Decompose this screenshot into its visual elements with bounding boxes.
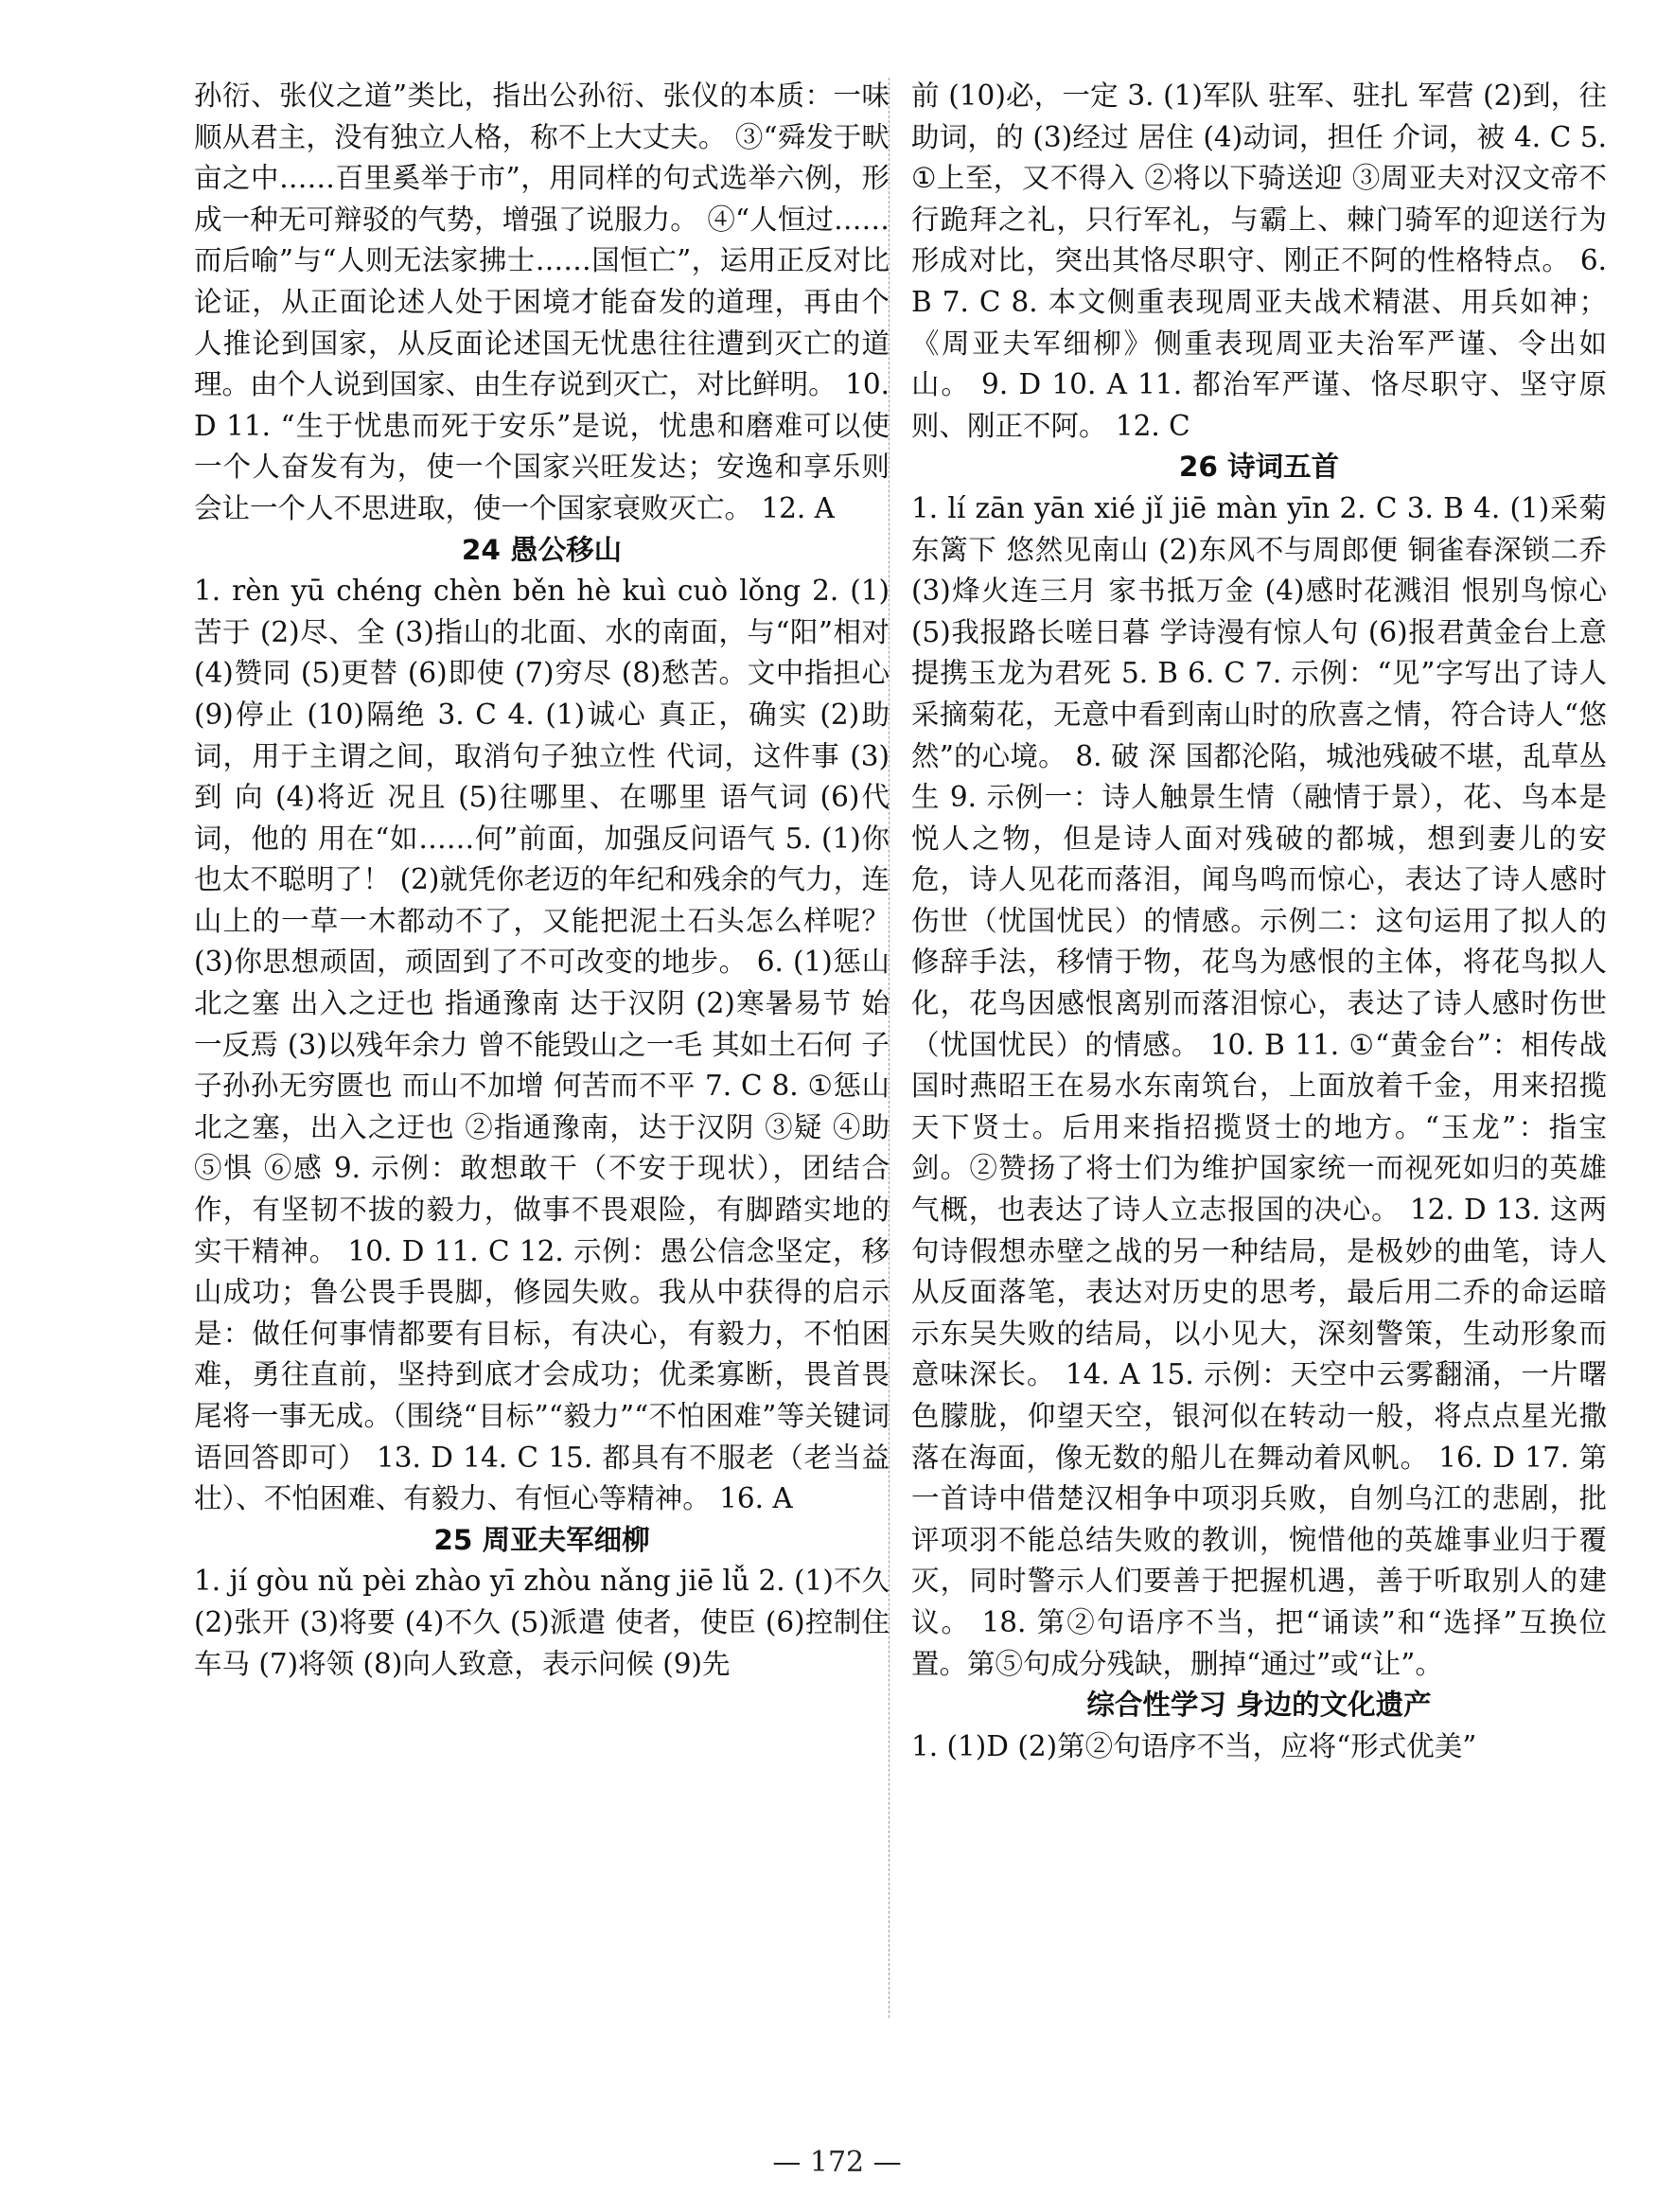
section-heading-comprehensive: 综合性学习 身边的文化遗产 [1086,1689,1432,1722]
section-heading-26: 26 诗词五首 [1178,451,1340,484]
section-25-answers-start: 1. jí gòu nǔ pèi zhào yī zhòu nǎng jiē lǚ 2. (1)不久 (2)张开 (3)将要 (4)不久 (5)派遣 使者，使臣 (6)控制住车马 (7)将领 (8)向人致意，表示问候 (9)先 [194,1565,890,1680]
section-25-answers-cont: 前 (10)必，一定 3. (1)军队 驻军、驻扎 军营 (2)到，往 助词，的 (3)经过 居住 (4)动词，担任 介词，被 4. C 5. ①上至，又不得入 ②将以下骑送迎 ③周亚夫对汉文帝不行跪拜之礼，只行军礼，与霸上、棘门骑军的迎送行为形成对比，突出其恪尽职守、刚正不阿的性格特点。 6. B 7. C 8. 本文侧重表现周亚夫战术精湛、用兵如神；《周亚夫军细柳》侧重表现周亚夫治军严谨、令出如山。 9. D 10. A 11. 都治军严谨、恪尽职守、坚守原则、刚正不阿。 12. C [911,80,1607,442]
right-column [911,76,1607,1767]
section-heading-25: 25 周亚夫军细柳 [433,1523,650,1556]
left-column [194,76,890,1685]
section-26-answers: 1. lí zān yān xié jǐ jiē màn yīn 2. C 3. B 4. (1)采菊东篱下 悠然见南山 (2)东风不与周郎便 铜雀春深锁二乔 (3)烽火连三月 家书抵万金 (4)感时花溅泪 恨别鸟惊心 (5)我报路长嗟日暮 学诗漫有惊人句 (6)报君黄金台上意 提携玉龙为君死 5. B 6. C 7. 示例：“见”字写出了诗人采摘菊花，无意中看到南山时的欣喜之情，符合诗人“悠然”的心境。 8. 破 深 国都沦陷，城池残破不堪，乱草丛生 9. 示例一：诗人触景生情（融情于景），花、鸟本是悦人之物，但是诗人面对残破的都城，想到妻儿的安危，诗人见花而落泪，闻鸟鸣而惊心，表达了诗人感时伤世（忧国忧民）的情感。示例二：这句运用了拟人的修辞手法，移情于物，花鸟为感恨的主体，将花鸟拟人化，花鸟因感恨离别而落泪惊心，表达了诗人感时伤世（忧国忧民）的情感。 10. B 11. ①“黄金台”：相传战国时燕昭王在易水东南筑台，上面放着千金，用来招揽天下贤士。后用来指招揽贤士的地方。“玉龙”：指宝剑。②赞扬了将士们为维护国家统一而视死如归的英雄气概，也表达了诗人立志报国的决心。 12. D 13. 这两句诗假想赤壁之战的另一种结局，是极妙的曲笔，诗人从反面落笔，表达对历史的思考，最后用二乔的命运暗示东吴失败的结局，以小见大，深刻警策，生动形象而意味深长。 14. A 15. 示例：天空中云雾翻涌，一片曙色朦胧，仰望天空，银河似在转动一般，将点点星光撒落在海面，像无数的船儿在舞动着风帆。 16. D 17. 第一首诗中借楚汉相争中项羽兵败，自刎乌江的悲剧，批评项羽不能总结失败的教训，惋惜他的英雄事业归于覆灭，同时警示人们要善于把握机遇，善于听取别人的建议。 18. 第②句语序不当，把“诵读”和“选择”互换位置。第⑤句成分残缺，删掉“通过”或“让”。 [911,491,1607,1680]
continuation-paragraph: 孙衍、张仪之道”类比，指出公孙衍、张仪的本质：一味顺从君主，没有独立人格，称不上大丈夫。 ③“舜发于畎亩之中……百里奚举于市”，用同样的句式选举六例，形成一种无可辩驳的气势，增强了说服力。 ④“人恒过……而后喻”与“人则无法家拂士……国恒亡”，运用正反对比论证，从正面论述人处于困境才能奋发的道理，再由个人推论到国家，从反面论述国无忧患往往遭到灭亡的道理。由个人说到国家、由生存说到灭亡，对比鲜明。 10. D 11. “生于忧患而死于安乐”是说，忧患和磨难可以使一个人奋发有为，使一个国家兴旺发达；安逸和享乐则会让一个人不思进取，使一个国家衰败灭亡。 12. A [194,80,890,524]
section-24-answers: 1. rèn yū chéng chèn běn hè kuì cuò lǒng 2. (1)苦于 (2)尽、全 (3)指山的北面、水的南面，与“阳”相对 (4)赞同 (5)更替 (6)即使 (7)穷尽 (8)愁苦。文中指担心 (9)停止 (10)隔绝 3. C 4. (1)诚心 真正，确实 (2)助词，用于主谓之间，取消句子独立性 代词，这件事 (3)到 向 (4)将近 况且 (5)往哪里、在哪里 语气词 (6)代词，他的 用在“如……何”前面，加强反问语气 5. (1)你也太不聪明了！ (2)就凭你老迈的年纪和残余的气力，连山上的一草一木都动不了，又能把泥土石头怎么样呢？ (3)你思想顽固，顽固到了不可改变的地步。 6. (1)惩山北之塞 出入之迂也 指通豫南 达于汉阴 (2)寒暑易节 始一反焉 (3)以残年余力 曾不能毁山之一毛 其如土石何 子子孙孙无穷匮也 而山不加增 何苦而不平 7. C 8. ①惩山北之塞，出入之迂也 ②指通豫南，达于汉阴 ③疑 ④助 ⑤惧 ⑥感 9. 示例：敢想敢干（不安于现状），团结合作，有坚韧不拔的毅力，做事不畏艰险，有脚踏实地的实干精神。 10. D 11. C 12. 示例：愚公信念坚定，移山成功；鲁公畏手畏脚，修园失败。我从中获得的启示是：做任何事情都要有目标，有决心，有毅力，不怕困难，勇往直前，坚持到底才会成功；优柔寡断，畏首畏尾将一事无成。（围绕“目标”“毅力”“不怕困难”等关键词语回答即可） 13. D 14. C 15. 都具有不服老（老当益壮）、不怕困难、有毅力、有恒心等精神。 16. A [194,575,890,1515]
comprehensive-answers-start: 1. (1)D (2)第②句语序不当，应将“形式优美” [911,1729,1477,1762]
section-heading-24: 24 愚公移山 [461,533,623,566]
page-number: — 172 — [772,2146,902,2179]
column-divider [889,78,890,2018]
